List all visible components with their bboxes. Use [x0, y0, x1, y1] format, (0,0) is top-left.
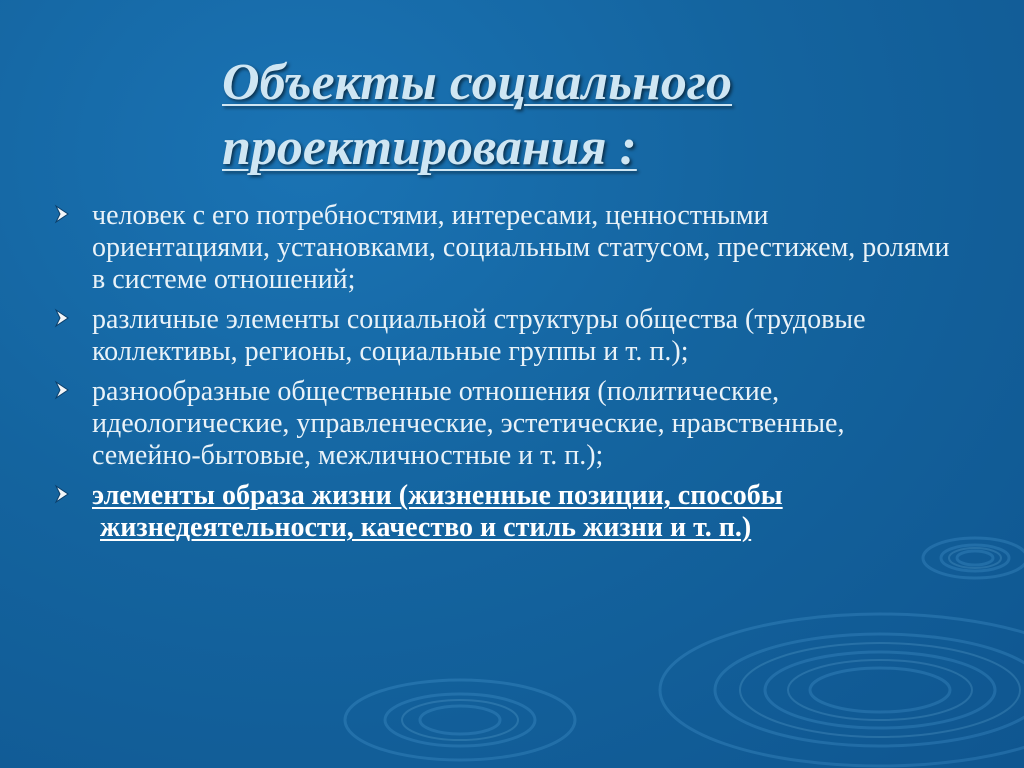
list-item-text: различные элементы социальной структуры общества (трудовые коллективы, регионы, социальные группы и т. п.);: [92, 304, 866, 367]
list-item-text: элементы образа жизни (жизненные позиции, способы жизнедеятельности, качество и стиль жизни и т. п.): [92, 480, 783, 543]
list-item-text: человек с его потребностями, интересами, ценностными ориентациями, установками, социальным статусом, престижем, ролями в системе отношений;: [92, 200, 950, 295]
arrowhead-bullet-icon: [52, 379, 74, 401]
list-item: [52, 304, 952, 368]
list-item-text: разнообразные общественные отношения (политические, идеологические, управленческие, эстетические, нравственные, семейно-бытовые, межличностные и т. п.);: [92, 376, 845, 471]
list-item-emphasized: [52, 480, 952, 544]
slide-title-line-2: проектирования :: [222, 119, 637, 176]
bullet-list: [52, 200, 952, 552]
list-item: [52, 200, 952, 296]
arrowhead-bullet-icon: [52, 203, 74, 225]
list-item: [52, 376, 952, 472]
slide-title: [222, 50, 922, 180]
arrowhead-bullet-icon: [52, 483, 74, 505]
slide-title-line-1: Объекты социального: [222, 54, 733, 111]
arrowhead-bullet-icon: [52, 307, 74, 329]
